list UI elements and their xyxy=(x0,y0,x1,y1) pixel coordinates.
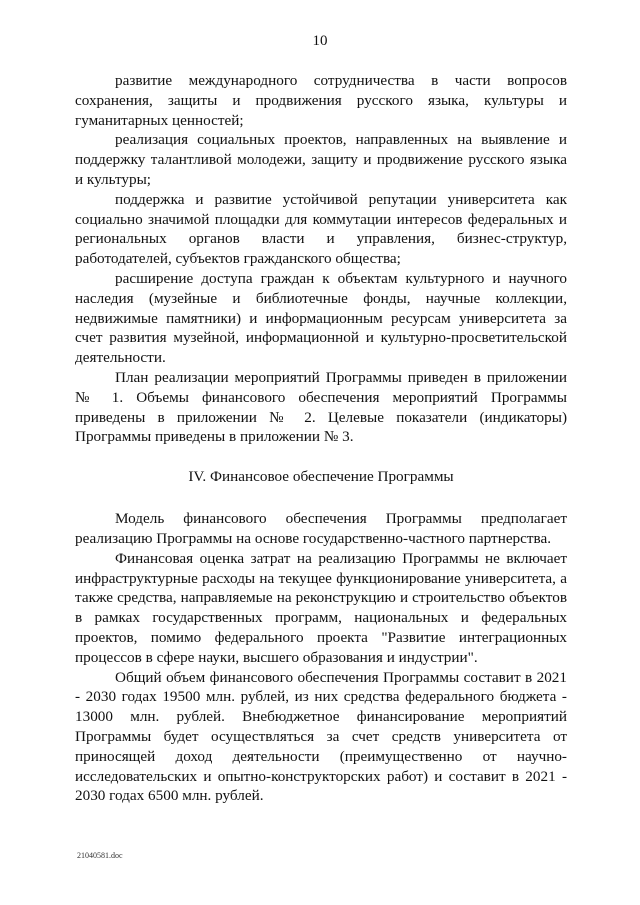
paragraph-cost-estimate: Финансовая оценка затрат на реализацию Программы не включает инфраструктурные расходы на текущее функционирование университета, а также средства, направляемые на реконструкцию и строительство объектов в рамках государственных программ, национальных и федеральных проектов, помимо федерального проекта "Развитие интеграционных процессов в сфере науки, высшего образования и индустрии". xyxy=(75,549,567,666)
document-file-code: 21040581.doc xyxy=(77,851,123,860)
paragraph-reputation: поддержка и развитие устойчивой репутации университета как социально значимой площадки для коммутации интересов федеральных и региональных органов власти и управления, бизнес-структур, работодателей, субъектов гражданского общества; xyxy=(75,190,567,268)
paragraph-total-funding: Общий объем финансового обеспечения Программы составит в 2021 - 2030 годах 19500 млн. рублей, из них средства федерального бюджета - 13000 млн. рублей. Внебюджетное финансирование мероприятий Программы будет осуществляться за счет средств университета от приносящей доход деятельности (преимущественно от научно-исследовательских и опытно-конструкторских работ) и составит в 2021 - 2030 годах 6500 млн. рублей. xyxy=(75,668,567,805)
paragraph-social-projects: реализация социальных проектов, направленных на выявление и поддержку талантливой молодежи, защиту и продвижение русского языка и культуры; xyxy=(75,131,567,188)
document-body xyxy=(75,71,567,806)
page-number: 10 xyxy=(312,33,328,49)
paragraph-financing-model: Модель финансового обеспечения Программы предполагает реализацию Программы на основе государственно-частного партнерства. xyxy=(75,510,567,547)
paragraph-heritage-access: расширение доступа граждан к объектам культурного и научного наследия (музейные и библиотечные фонды, научные коллекции, недвижимые памятники) и информационным ресурсам университета за счет развития музейной, информационной и культурно-просветительской деятельности. xyxy=(75,269,567,367)
section-heading: IV. Финансовое обеспечение Программы xyxy=(188,468,454,486)
paragraph-international-cooperation: развитие международного сотрудничества в части вопросов сохранения, защиты и продвижения русского языка, культуры и гуманитарных ценностей; xyxy=(75,72,567,129)
paragraph-plan-appendices: План реализации мероприятий Программы приведен в приложении № 1. Объемы финансового обеспечения мероприятий Программы приведены в приложении № 2. Целевые показатели (индикаторы) Программы приведены в приложении № 3. xyxy=(75,368,567,446)
